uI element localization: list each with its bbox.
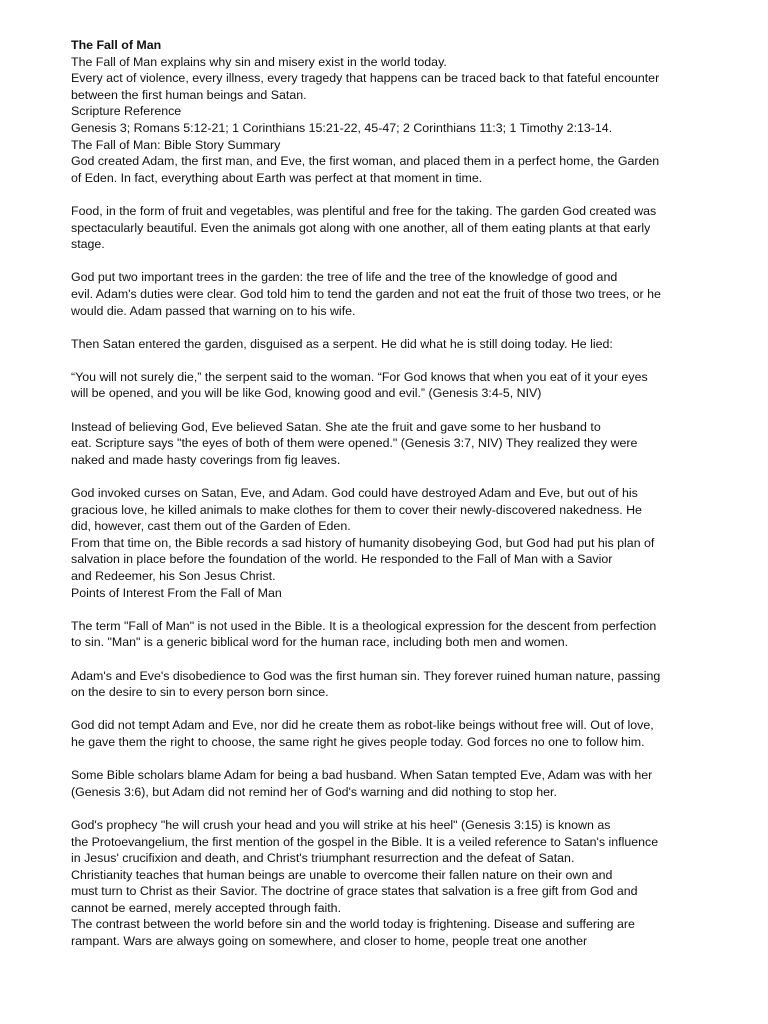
text-line: will be opened, and you will be like God, knowing good and evil.” (Genesis 3:4-5, NIV) (71, 386, 542, 401)
paragraph-spacer (71, 701, 743, 718)
text-line: God invoked curses on Satan, Eve, and Adam. God could have destroyed Adam and Eve, but out of his (71, 486, 638, 501)
text-line: in Jesus' crucifixion and death, and Christ's triumphant resurrection and the defeat of Satan. (71, 851, 575, 866)
text-line: The Fall of Man: Bible Story Summary (71, 137, 281, 152)
text-line: The contrast between the world before sin and the world today is frightening. Disease and suffering are (71, 917, 635, 932)
text-line: eat. Scripture says "the eyes of both of them were opened." (Genesis 3:7, NIV) They realized they were (71, 436, 638, 451)
paragraph-spacer (71, 319, 743, 336)
text-line: Some Bible scholars blame Adam for being a bad husband. When Satan tempted Eve, Adam was with her (71, 768, 653, 783)
paragraph (71, 817, 743, 867)
paragraph-spacer (71, 601, 743, 618)
paragraph (71, 419, 743, 469)
text-line: stage. (71, 237, 105, 252)
text-line: rampant. Wars are always going on somewhere, and closer to home, people treat one another (71, 934, 588, 949)
text-line: he gave them the right to choose, the same right he gives people today. God forces no one to follow him. (71, 734, 645, 749)
text-line: Points of Interest From the Fall of Man (71, 585, 282, 600)
text-line: (Genesis 3:6), but Adam did not remind her of God's warning and did nothing to stop her. (71, 784, 557, 799)
text-line: From that time on, the Bible records a sad history of humanity disobeying God, but God had put his plan of (71, 535, 655, 550)
text-line: on the desire to sin to every person born since. (71, 685, 329, 700)
paragraph (71, 767, 743, 800)
paragraph (71, 668, 743, 701)
text-line: did, however, cast them out of the Garden of Eden. (71, 519, 351, 534)
paragraph (71, 137, 743, 154)
paragraph (71, 369, 743, 402)
text-line: and Redeemer, his Son Jesus Christ. (71, 569, 276, 583)
text-line: would die. Adam passed that warning on to his wife. (71, 303, 356, 318)
text-line: God's prophecy "he will crush your head and you will strike at his heel" (Genesis 3:15) is known as (71, 817, 611, 832)
text-line: The Fall of Man (71, 38, 162, 52)
paragraph (71, 336, 743, 353)
paragraph (71, 618, 743, 651)
text-line: between the first human beings and Satan. (71, 87, 307, 102)
paragraph-spacer (71, 468, 743, 485)
text-line: naked and made hasty coverings from fig leaves. (71, 452, 341, 467)
paragraph (71, 535, 743, 585)
paragraph-spacer (71, 800, 743, 817)
paragraph-spacer (71, 402, 743, 419)
text-line: must turn to Christ as their Savior. The doctrine of grace states that salvation is a free gift from God and (71, 884, 638, 899)
text-line: God created Adam, the first man, and Eve, the first woman, and placed them in a perfect home, the Garden (71, 154, 660, 169)
paragraph (71, 916, 743, 949)
text-line: God did not tempt Adam and Eve, nor did he create them as robot-like beings without free will. Out of love, (71, 718, 654, 733)
text-line: salvation in place before the foundation of the world. He responded to the Fall of Man with a Savior (71, 552, 613, 567)
text-line: The Fall of Man explains why sin and misery exist in the world today. (71, 54, 447, 69)
text-line: Instead of believing God, Eve believed Satan. She ate the fruit and gave some to her husband to (71, 419, 601, 434)
text-line: Every act of violence, every illness, every tragedy that happens can be traced back to that fateful encounter (71, 71, 660, 86)
text-line: Scripture Reference (71, 104, 182, 119)
paragraph-spacer (71, 186, 743, 203)
document-body (71, 37, 743, 950)
paragraph (71, 70, 743, 103)
paragraph (71, 485, 743, 535)
paragraph-spacer (71, 352, 743, 369)
text-line: The term "Fall of Man" is not used in the Bible. It is a theological expression for the descent from perfection (71, 618, 657, 633)
paragraph (71, 153, 743, 186)
text-line: spectacularly beautiful. Even the animals got along with one another, all of them eating plants at that early (71, 220, 651, 235)
text-line: Genesis 3; Romans 5:12-21; 1 Corinthians 15:21-22, 45-47; 2 Corinthians 11:3; 1 Timothy 2:13-14. (71, 120, 613, 135)
text-line: the Protoevangelium, the first mention of the gospel in the Bible. It is a veiled reference to Satan's influence (71, 834, 659, 849)
text-line: gracious love, he killed animals to make clothes for them to cover their newly-discovered nakedness. He (71, 502, 642, 517)
text-line: to sin. "Man" is a generic biblical word for the human race, including both men and women. (71, 635, 569, 650)
paragraph-spacer (71, 651, 743, 668)
paragraph (71, 717, 743, 750)
text-line: God put two important trees in the garden: the tree of life and the tree of the knowledge of good and (71, 270, 618, 285)
document-title (71, 37, 743, 54)
paragraph (71, 120, 743, 137)
text-line: cannot be earned, merely accepted through faith. (71, 900, 342, 915)
text-line: “You will not surely die,” the serpent said to the woman. “For God knows that when you eat of it your eyes (71, 369, 648, 384)
paragraph (71, 867, 743, 917)
paragraph-spacer (71, 751, 743, 768)
text-line: Christianity teaches that human beings are unable to overcome their fallen nature on their own and (71, 867, 613, 882)
paragraph-spacer (71, 253, 743, 270)
paragraph (71, 54, 743, 71)
paragraph (71, 203, 743, 253)
text-line: evil. Adam's duties were clear. God told him to tend the garden and not eat the fruit of those two trees, or he (71, 286, 661, 301)
paragraph (71, 103, 743, 120)
paragraph (71, 585, 743, 602)
text-line: Then Satan entered the garden, disguised as a serpent. He did what he is still doing today. He lied: (71, 336, 613, 351)
paragraph (71, 269, 743, 319)
text-line: Adam's and Eve's disobedience to God was the first human sin. They forever ruined human nature, passing (71, 668, 661, 683)
text-line: of Eden. In fact, everything about Earth was perfect at that moment in time. (71, 170, 483, 185)
text-line: Food, in the form of fruit and vegetables, was plentiful and free for the taking. The garden God created was (71, 203, 657, 218)
